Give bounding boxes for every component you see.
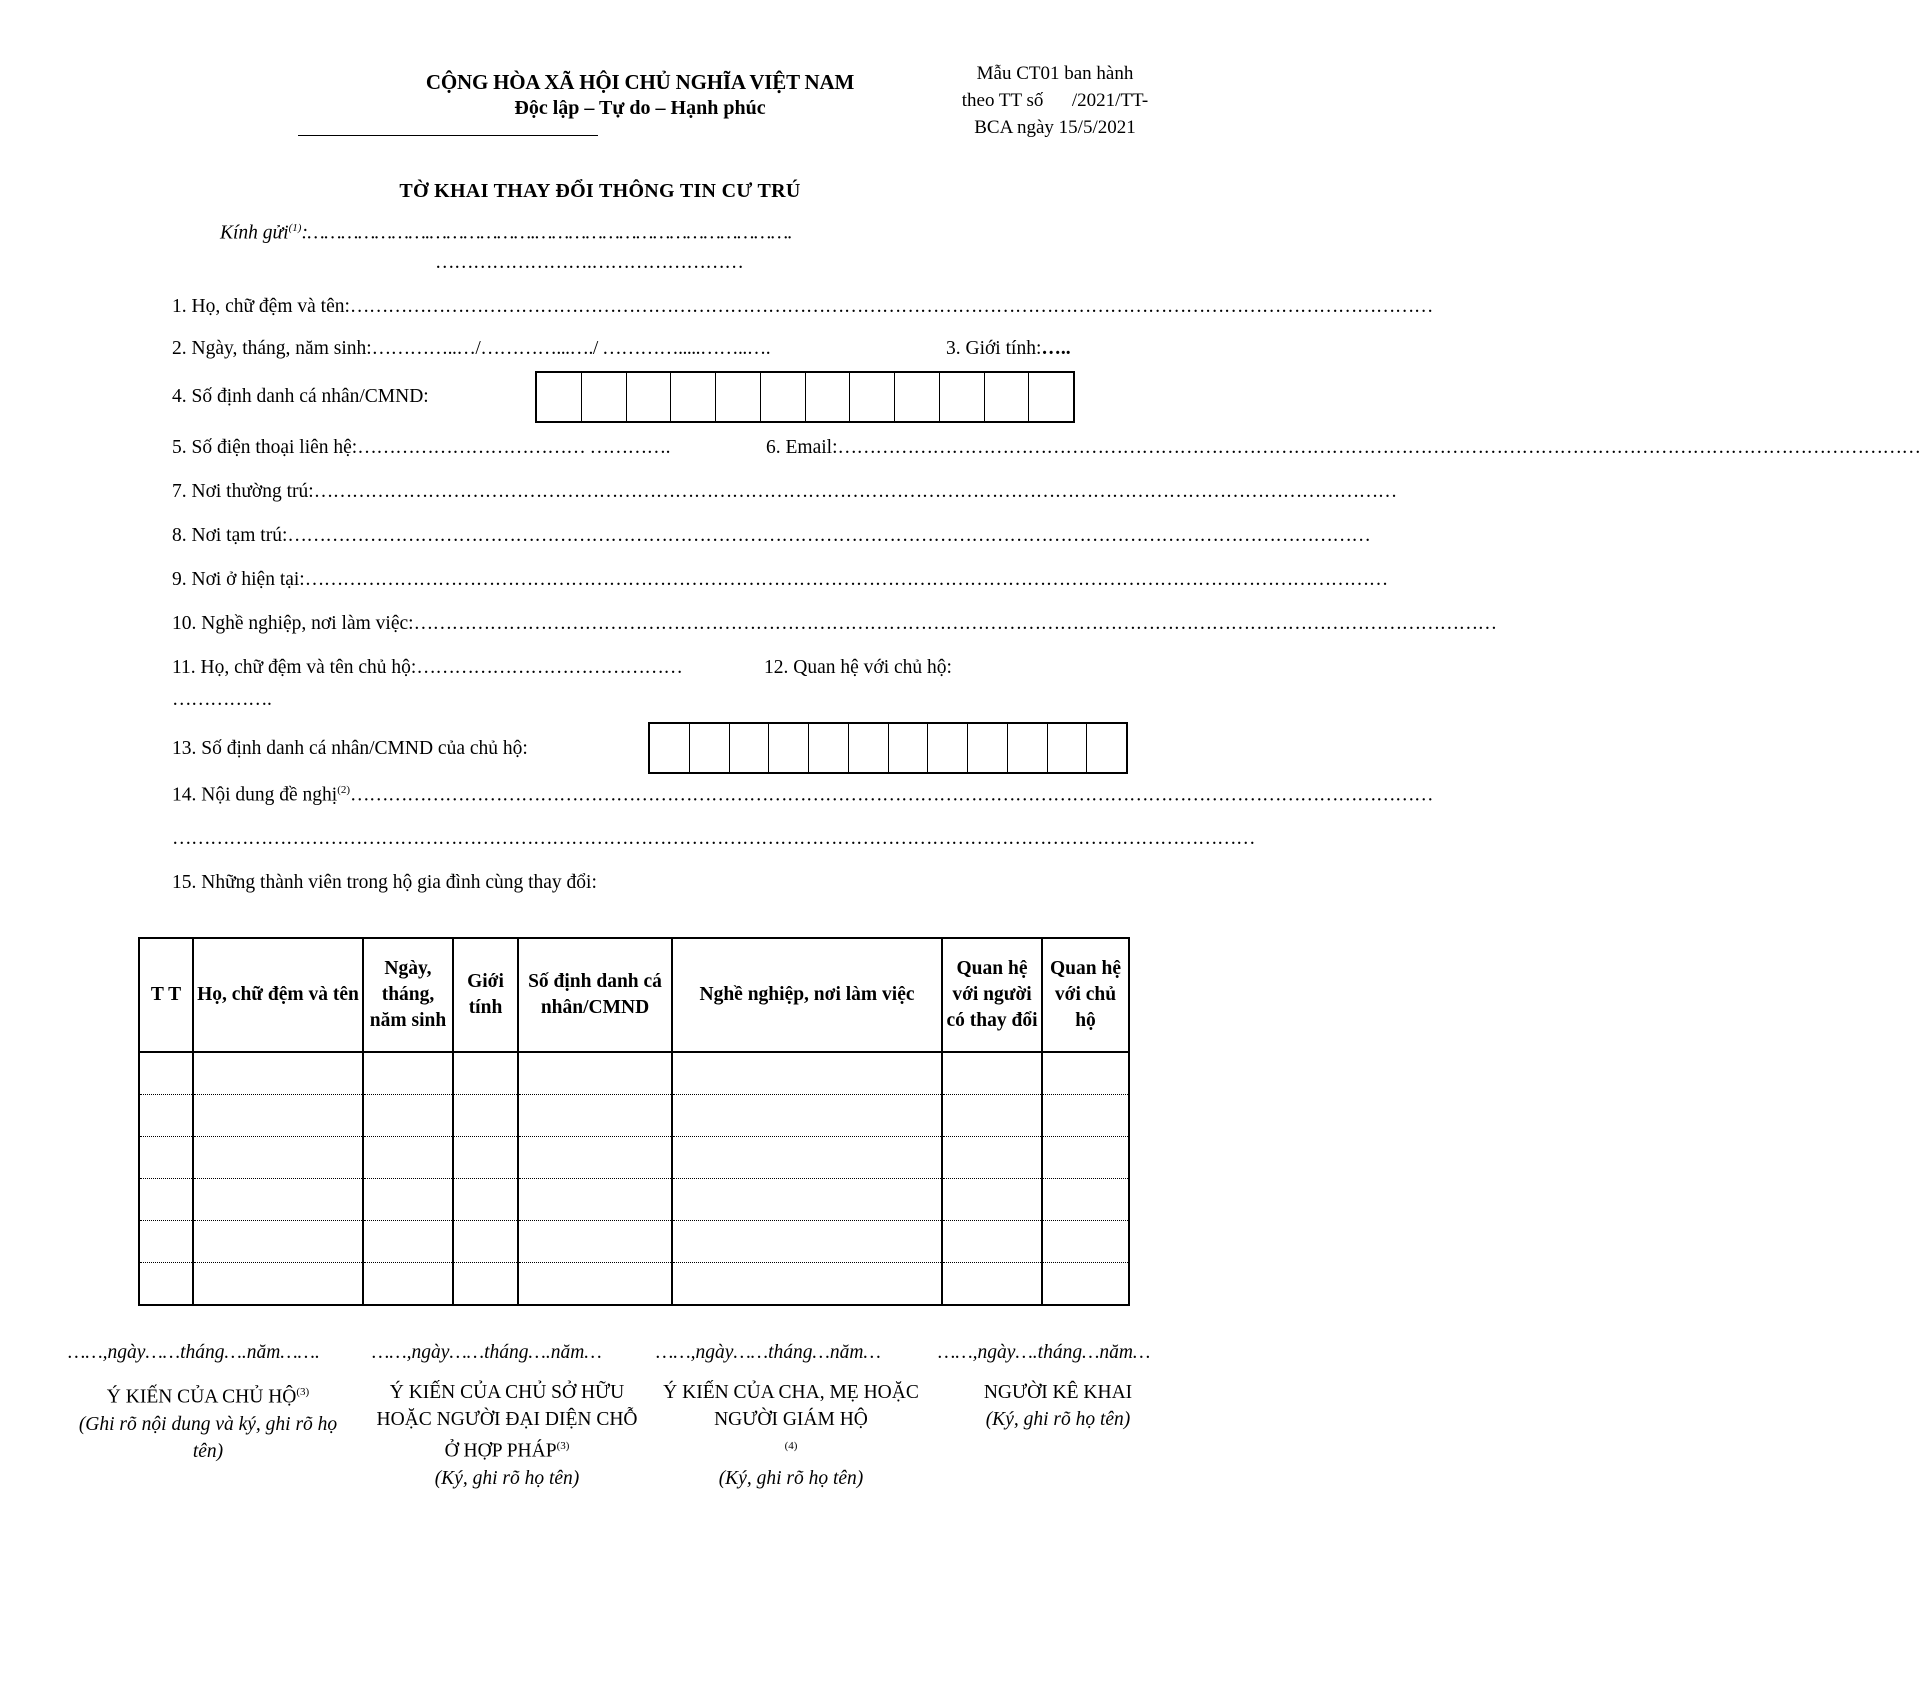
table-cell[interactable] <box>518 1263 672 1306</box>
field-label: 10. Nghề nghiệp, nơi làm việc: <box>172 613 414 634</box>
field-head-id-label: 13. Số định danh cá nhân/CMND của chủ hộ: <box>172 738 528 759</box>
id-digit-box[interactable] <box>761 373 806 421</box>
field-household-head-name[interactable] <box>172 657 772 679</box>
national-heading <box>320 70 960 120</box>
field-relation-to-head-dots[interactable] <box>172 689 372 711</box>
table-cell[interactable] <box>193 1052 363 1095</box>
members-table <box>138 937 1130 1306</box>
signature-note: (Ký, ghi rõ họ tên) <box>985 1409 1131 1430</box>
recipient-line-2[interactable] <box>435 252 1035 274</box>
field-dots: ……………. <box>172 689 272 710</box>
table-row <box>139 1221 1129 1263</box>
table-cell[interactable] <box>942 1095 1042 1137</box>
field-label: 2. Ngày, tháng, năm sinh: <box>172 338 372 359</box>
field-email[interactable] <box>766 437 1921 459</box>
field-label: 8. Nơi tạm trú: <box>172 525 288 546</box>
id-digit-box[interactable] <box>1029 373 1073 421</box>
field-full-name[interactable] <box>172 296 1433 318</box>
col-header-gender: Giới tính <box>453 938 518 1052</box>
table-cell[interactable] <box>453 1095 518 1137</box>
id-digit-box[interactable] <box>806 373 851 421</box>
field-dots: ……………………………………………………………………………………………………………………………………………………… <box>172 828 1255 849</box>
table-cell[interactable] <box>453 1052 518 1095</box>
id-digit-box[interactable] <box>671 373 716 421</box>
col-header-birth-date: Ngày, tháng, năm sinh <box>363 938 453 1052</box>
table-cell[interactable] <box>518 1052 672 1095</box>
col-header-index: T T <box>139 938 193 1052</box>
table-cell[interactable] <box>453 1221 518 1263</box>
field-dots: ……………………………………………………………………………………………………………………………………………………… <box>287 525 1371 546</box>
recipient-dots: :………………….……………….………………………………………. <box>301 222 793 244</box>
table-cell[interactable] <box>942 1221 1042 1263</box>
id-digit-box[interactable] <box>650 724 690 772</box>
field-occupation[interactable] <box>172 613 1497 635</box>
field-dots: ……………………………………………………………………………………………………………………………………………………… <box>313 481 1397 502</box>
col-header-id-number: Số định danh cá nhân/CMND <box>518 938 672 1052</box>
signature-role: Ý KIẾN CỦA CHỦ SỞ HỮU HOẶC NGƯỜI ĐẠI DIỆN CHỖ Ở HỢP PHÁP$^{(3)}$ <box>376 1382 638 1462</box>
field-dots: ….. <box>1041 338 1071 359</box>
id-digit-box[interactable] <box>849 724 889 772</box>
table-header-row <box>139 938 1129 1052</box>
field-dots: …………..…/…………...…./ ………….....……..…. <box>371 338 771 359</box>
signature-date: ……,ngày……tháng….năm… <box>372 1342 602 1363</box>
signature-role: Ý KIẾN CỦA CHA, MẸ HOẶC NGƯỜI GIÁM HỘ $^{(4)}$ <box>663 1382 919 1452</box>
table-cell[interactable] <box>363 1179 453 1221</box>
field-label: 5. Số điện thoại liên hệ: <box>172 437 358 458</box>
motto-underline <box>298 135 598 136</box>
signature-date: ……,ngày……tháng…năm… <box>656 1342 881 1363</box>
signature-date: ……,ngày……tháng….năm……. <box>68 1342 320 1363</box>
recipient-note-mark: (1) <box>288 222 302 234</box>
signature-block-declarant[interactable] <box>938 1340 1178 1433</box>
head-id-boxes[interactable] <box>648 722 1128 774</box>
table-cell[interactable] <box>1042 1263 1129 1306</box>
table-cell[interactable] <box>518 1221 672 1263</box>
table-cell[interactable] <box>942 1137 1042 1179</box>
table-cell[interactable] <box>363 1221 453 1263</box>
signature-block-owner[interactable] <box>372 1340 642 1492</box>
table-cell[interactable] <box>363 1263 453 1306</box>
table-cell[interactable] <box>1042 1221 1129 1263</box>
id-digit-box[interactable] <box>895 373 940 421</box>
table-cell[interactable] <box>193 1179 363 1221</box>
field-permanent-residence[interactable] <box>172 481 1397 503</box>
table-cell[interactable] <box>672 1221 942 1263</box>
col-header-relation-changer: Quan hệ với người có thay đổi <box>942 938 1042 1052</box>
form-code-block <box>945 60 1165 141</box>
field-dots: ……………………………… …………. <box>357 437 670 458</box>
field-birth-date[interactable] <box>172 338 932 360</box>
signature-block-household-head[interactable] <box>68 1340 348 1465</box>
id-digit-box[interactable] <box>889 724 929 772</box>
personal-id-boxes[interactable] <box>535 371 1075 423</box>
id-digit-box[interactable] <box>940 373 985 421</box>
table-cell[interactable] <box>1042 1095 1129 1137</box>
field-label: 6. Email: <box>766 437 838 458</box>
field-dots: …………………………………… <box>416 657 683 678</box>
table-cell[interactable] <box>672 1179 942 1221</box>
signature-role: NGƯỜI KÊ KHAI <box>983 1382 1133 1403</box>
field-label: 14. Nội dung đề nghị <box>172 784 338 806</box>
col-header-name: Họ, chữ đệm và tên <box>193 938 363 1052</box>
table-cell[interactable] <box>193 1263 363 1306</box>
table-row <box>139 1052 1129 1095</box>
id-digit-box[interactable] <box>716 373 761 421</box>
table-cell[interactable] <box>139 1095 193 1137</box>
id-digit-box[interactable] <box>769 724 809 772</box>
table-cell[interactable] <box>193 1095 363 1137</box>
form-code-line-2: theo TT số /2021/TT- <box>961 90 1149 111</box>
nation-title: CỘNG HÒA XÃ HỘI CHỦ NGHĨA VIỆT NAM <box>425 70 855 94</box>
table-cell[interactable] <box>139 1221 193 1263</box>
id-digit-box[interactable] <box>730 724 770 772</box>
table-cell[interactable] <box>942 1263 1042 1306</box>
field-label: 3. Giới tính: <box>946 338 1042 359</box>
signature-block-guardian[interactable] <box>656 1340 926 1492</box>
table-cell[interactable] <box>942 1179 1042 1221</box>
table-row <box>139 1137 1129 1179</box>
members-section-label: 15. Những thành viên trong hộ gia đình cùng thay đổi: <box>172 872 597 893</box>
id-digit-box[interactable] <box>985 373 1030 421</box>
field-dots: ……………………………………………………………………………………………………………………………………………………… <box>413 613 1497 634</box>
id-digit-box[interactable] <box>690 724 730 772</box>
table-cell[interactable] <box>672 1052 942 1095</box>
id-digit-box[interactable] <box>968 724 1008 772</box>
id-digit-box[interactable] <box>1008 724 1048 772</box>
field-relation-to-head-label: 12. Quan hệ với chủ hộ: <box>764 657 952 678</box>
table-row <box>139 1095 1129 1137</box>
table-cell[interactable] <box>193 1137 363 1179</box>
recipient-dots-2: …………………….…………………… <box>435 252 744 273</box>
table-cell[interactable] <box>363 1137 453 1179</box>
field-dots: ……………………………………………………………………………………………………………………………………………………… <box>304 569 1388 590</box>
form-code-line-3: BCA ngày 15/5/2021 <box>974 117 1136 138</box>
id-digit-box[interactable] <box>928 724 968 772</box>
field-personal-id-label: 4. Số định danh cá nhân/CMND: <box>172 386 429 407</box>
table-cell[interactable] <box>139 1137 193 1179</box>
table-cell[interactable] <box>363 1095 453 1137</box>
field-dots: ……………………………………………………………………………………………………………………………………………………… <box>350 784 1434 806</box>
field-temporary-residence[interactable] <box>172 525 1371 547</box>
table-cell[interactable] <box>363 1052 453 1095</box>
table-cell[interactable] <box>453 1263 518 1306</box>
id-digit-box[interactable] <box>850 373 895 421</box>
table-cell[interactable] <box>518 1137 672 1179</box>
document-title: TỜ KHAI THAY ĐỔI THÔNG TIN CƯ TRÚ <box>399 180 801 202</box>
signature-role: Ý KIẾN CỦA CHỦ HỘ$^{(3)}$ <box>106 1386 310 1408</box>
table-cell[interactable] <box>1042 1137 1129 1179</box>
table-cell[interactable] <box>518 1179 672 1221</box>
table-cell[interactable] <box>942 1052 1042 1095</box>
table-cell[interactable] <box>453 1179 518 1221</box>
table-cell[interactable] <box>193 1221 363 1263</box>
signature-date: ……,ngày….tháng…năm… <box>938 1342 1151 1363</box>
nation-motto: Độc lập – Tự do – Hạnh phúc <box>514 97 766 119</box>
id-digit-box[interactable] <box>537 373 582 421</box>
table-cell[interactable] <box>1042 1179 1129 1221</box>
field-label: 11. Họ, chữ đệm và tên chủ hộ: <box>172 657 417 678</box>
table-cell[interactable] <box>139 1179 193 1221</box>
table-cell[interactable] <box>139 1052 193 1095</box>
table-cell[interactable] <box>518 1095 672 1137</box>
field-request-content-line-2[interactable] <box>172 828 1255 850</box>
id-digit-box[interactable] <box>627 373 672 421</box>
field-gender[interactable] <box>946 338 1096 360</box>
table-cell[interactable] <box>672 1137 942 1179</box>
field-dots: ……………………………………………………………………………………………………………………………………………………… <box>837 437 1921 458</box>
signature-note: (Ký, ghi rõ họ tên) <box>718 1467 864 1489</box>
field-label: 7. Nơi thường trú: <box>172 481 314 502</box>
form-code-line-1: Mẫu CT01 ban hành <box>976 63 1134 84</box>
table-cell[interactable] <box>1042 1052 1129 1095</box>
signature-note: (Ký, ghi rõ họ tên) <box>434 1467 580 1489</box>
col-header-relation-head: Quan hệ với chủ hộ <box>1042 938 1129 1052</box>
field-label: 9. Nơi ở hiện tại: <box>172 569 305 590</box>
field-phone[interactable] <box>172 437 772 459</box>
table-cell[interactable] <box>453 1137 518 1179</box>
table-row <box>139 1263 1129 1306</box>
table-row <box>139 1179 1129 1221</box>
field-dots: ……………………………………………………………………………………………………………………………………………………… <box>349 296 1433 317</box>
table-cell[interactable] <box>139 1263 193 1306</box>
table-cell[interactable] <box>672 1095 942 1137</box>
id-digit-box[interactable] <box>809 724 849 772</box>
signature-note: (Ghi rõ nội dung và ký, ghi rõ họ tên) <box>78 1413 338 1462</box>
recipient-line-1[interactable] <box>220 222 1100 245</box>
recipient-label: Kính gửi <box>220 222 289 244</box>
id-digit-box[interactable] <box>1048 724 1088 772</box>
request-note-mark: (2) <box>337 784 351 796</box>
col-header-occupation: Nghề nghiệp, nơi làm việc <box>672 938 942 1052</box>
field-current-residence[interactable] <box>172 569 1388 591</box>
id-digit-box[interactable] <box>1087 724 1126 772</box>
field-label: 1. Họ, chữ đệm và tên: <box>172 296 350 317</box>
field-request-content[interactable] <box>172 784 1434 807</box>
id-digit-box[interactable] <box>582 373 627 421</box>
table-cell[interactable] <box>672 1263 942 1306</box>
